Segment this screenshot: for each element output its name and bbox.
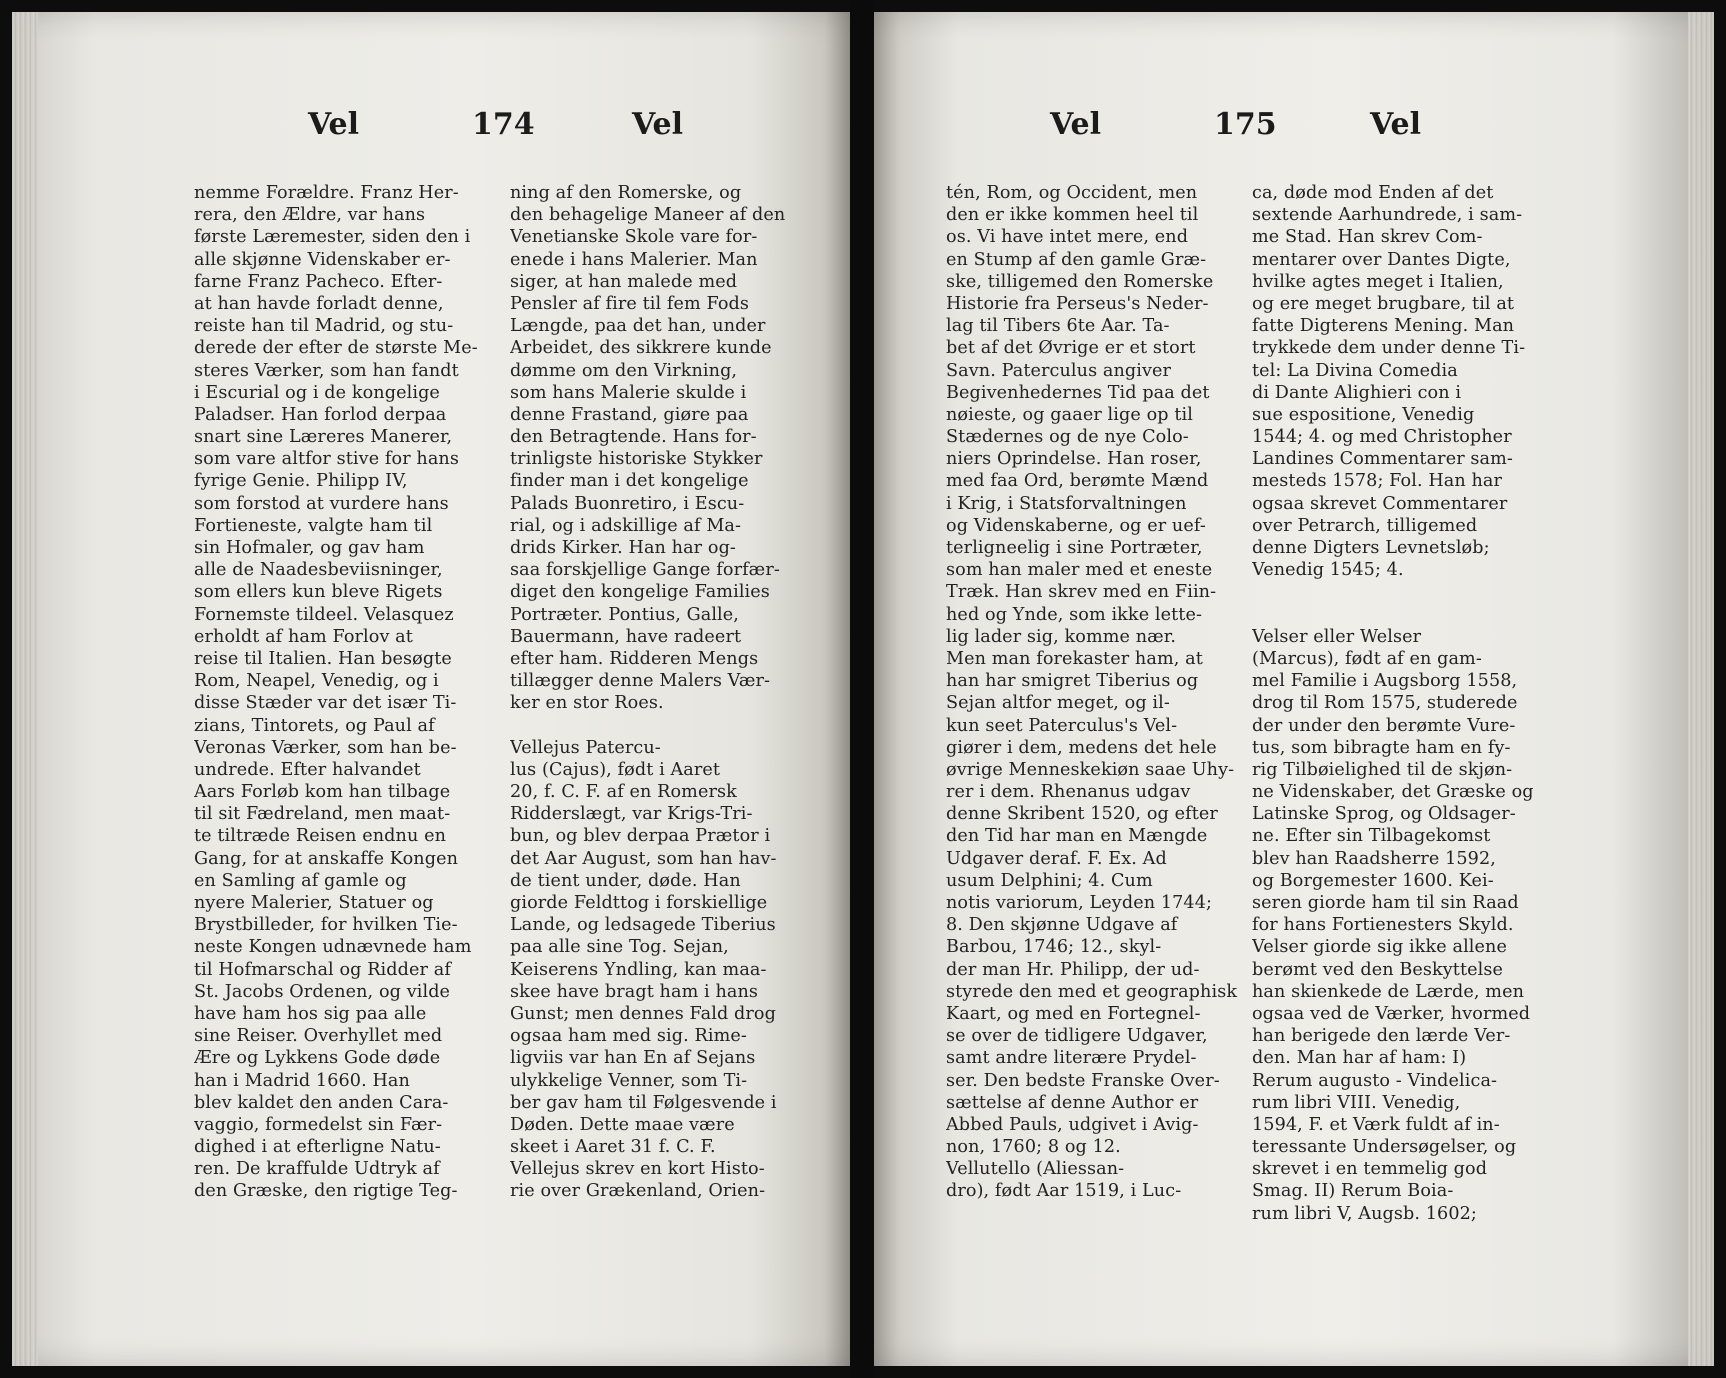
text-line: ren. De kraffulde Udtryk af (194, 1159, 440, 1180)
right-header-keyword-right: Vel (1370, 107, 1422, 142)
text-line: en Samling af gamle og (194, 870, 407, 891)
text-line: samt andre literære Prydel- (946, 1048, 1197, 1069)
text-line: steres Værker, som han fandt (194, 360, 459, 381)
text-line: ne Videnskaber, det Græske og (1252, 782, 1534, 803)
text-line: se over de tidligere Udgaver, (946, 1026, 1208, 1047)
text-line (1252, 604, 1552, 626)
text-line: dro), født Aar 1519, i Luc- (946, 1181, 1182, 1202)
text-line: Vellejus skrev en kort Histo- (510, 1159, 765, 1180)
text-line: tel: La Divina Comedia (1252, 360, 1458, 381)
text-line: lig lader sig, komme nær. (946, 626, 1177, 647)
text-line: mel Familie i Augsborg 1558, (1252, 671, 1518, 692)
text-line: Stædernes og de nye Colo- (946, 427, 1189, 448)
text-line: den behagelige Maneer af den (510, 205, 786, 226)
text-line: berømt ved den Beskyttelse (1252, 959, 1504, 980)
text-line: som ellers kun bleve Rigets (194, 582, 443, 603)
text-line: blev han Raadsherre 1592, (1252, 848, 1496, 869)
text-line: Venedig 1545; 4. (1252, 560, 1404, 581)
text-line: nemme Forældre. Franz Her- (194, 183, 459, 203)
text-line: lus (Cajus), født i Aaret (510, 759, 721, 780)
text-line: Sejan altfor meget, og il- (946, 693, 1170, 714)
text-line: non, 1760; 8 og 12. (946, 1137, 1121, 1158)
text-line: paa alle sine Tog. Sejan, (510, 937, 729, 958)
text-line: Døden. Dette maae være (510, 1114, 735, 1135)
text-line: denne Skribent 1520, og efter (946, 804, 1218, 825)
text-line: han i Madrid 1660. Han (194, 1070, 410, 1091)
text-line: giører i dem, medens det hele (946, 737, 1217, 758)
text-line: dighed i at efterligne Natu- (194, 1137, 441, 1158)
text-line: Fortieneste, valgte ham til (194, 515, 433, 536)
right-header-keyword-left: Vel (1050, 107, 1102, 142)
text-line: i Escurial og i de kongelige (194, 382, 440, 403)
text-line: seren giorde ham til sin Raad (1252, 893, 1519, 913)
text-line: vaggio, formedelst sin Fær- (194, 1114, 443, 1135)
text-line: den Betragtende. Hans for- (510, 427, 757, 448)
text-line: sættelse af denne Author er (946, 1092, 1199, 1113)
text-line: reise til Italien. Han besøgte (194, 648, 452, 669)
text-line: mesteds 1578; Fol. Han har (1252, 471, 1503, 492)
text-line: Velser eller Welser (1252, 626, 1422, 647)
text-line: Savn. Paterculus angiver (946, 360, 1172, 381)
text-line: og ere meget brugbare, til at (1252, 293, 1515, 314)
text-line: undrede. Efter halvandet (194, 759, 421, 780)
text-line: skeet i Aaret 31 f. C. F. (510, 1137, 716, 1158)
text-line: hvilke agtes meget i Italien, (1252, 271, 1504, 292)
text-line: Lande, og ledsagede Tiberius (510, 915, 776, 936)
text-line: terligneelig i sine Portræter, (946, 538, 1203, 558)
text-line: te tiltræde Reisen endnu en (194, 826, 447, 847)
text-line: enede i hans Malerier. Man (510, 249, 758, 270)
text-line: kun seet Paterculus's Vel- (946, 715, 1178, 736)
right-page-edges (1688, 12, 1714, 1366)
text-line: med faa Ord, berømte Mænd (946, 471, 1209, 492)
text-line: fatte Digterens Mening. Man (1252, 316, 1515, 337)
text-line: han berigede den lærde Ver- (1252, 1026, 1511, 1047)
text-line: og Borgemester 1600. Kei- (1252, 870, 1494, 891)
text-line: sin Hofmaler, og gav ham (194, 538, 425, 558)
text-line: der man Hr. Philipp, der ud- (946, 959, 1200, 980)
text-line: ca, døde mod Enden af det (1252, 183, 1494, 203)
text-line: Vellutello (Aliessan- (946, 1159, 1125, 1180)
text-line: farne Franz Pacheco. Efter- (194, 271, 443, 292)
text-line: Udgaver deraf. F. Ex. Ad (946, 848, 1167, 869)
text-line: rial, og i adskillige af Ma- (510, 515, 742, 536)
text-line: nøieste, og gaaer lige op til (946, 404, 1193, 425)
text-line: notis variorum, Leyden 1744; (946, 893, 1213, 913)
text-line: 1594, F. et Værk fuldt af in- (1252, 1114, 1500, 1135)
text-line: Aars Forløb kom han tilbage (194, 782, 451, 803)
text-line: sue espositione, Venedig (1252, 404, 1475, 425)
text-line: Gang, for at anskaffe Kongen (194, 848, 459, 869)
text-line: Begivenhedernes Tid paa det (946, 382, 1210, 403)
text-line: ser. Den bedste Franske Over- (946, 1070, 1220, 1091)
text-line: erholdt af ham Forlov at (194, 626, 413, 647)
text-line: tus, som bibragte ham en fy- (1252, 737, 1511, 758)
text-line: ulykkelige Venner, som Ti- (510, 1070, 748, 1091)
text-line: Veronas Værker, som han be- (194, 737, 457, 758)
right-page (874, 12, 1714, 1366)
text-line: denne Digters Levnetsløb; (1252, 538, 1490, 558)
left-page-number: 174 (472, 107, 535, 142)
text-line: diget den kongelige Families (510, 582, 770, 603)
text-line: giorde Feldttog i forskiellige (510, 893, 768, 913)
text-line: alle de Naadesbeviisninger, (194, 560, 443, 581)
text-line: drids Kirker. Han har og- (510, 538, 736, 558)
text-line: neste Kongen udnævnede ham (194, 937, 472, 958)
text-line: 8. Den skjønne Udgave af (946, 915, 1178, 936)
text-line: som han maler med et eneste (946, 560, 1213, 581)
text-line: den Græske, den rigtige Teg- (194, 1181, 458, 1202)
text-line: disse Stæder var det især Ti- (194, 693, 457, 714)
text-line (510, 715, 810, 737)
text-line: ogsaa ved de Værker, hvormed (1252, 1003, 1531, 1024)
book-gutter (850, 0, 874, 1378)
text-line: efter ham. Ridderen Mengs (510, 648, 759, 669)
text-line: Paladser. Han forlod derpaa (194, 404, 447, 425)
text-line: i Krig, i Statsforvaltningen (946, 493, 1187, 514)
text-line: Træk. Han skrev med en Fiin- (946, 582, 1217, 603)
text-line: første Læremester, siden den i (194, 227, 471, 248)
text-line: Barbou, 1746; 12., skyl- (946, 937, 1162, 958)
text-line: tillægger denne Malers Vær- (510, 671, 771, 692)
text-line (1252, 581, 1552, 603)
left-header-keyword-right: Vel (632, 107, 684, 142)
text-line: Kaart, og med en Fortegnel- (946, 1003, 1201, 1024)
text-line: Rerum augusto - Vindelica- (1252, 1070, 1498, 1091)
text-line: skrevet i en temmelig god (1252, 1159, 1488, 1180)
text-line: til Hofmarschal og Ridder af (194, 959, 451, 980)
text-line: som forstod at vurdere hans (194, 493, 449, 514)
text-line: os. Vi have intet mere, end (946, 227, 1189, 248)
text-line: Fornemste tildeel. Velasquez (194, 604, 454, 625)
text-line: dømme om den Virkning, (510, 360, 738, 381)
text-line: Historie fra Perseus's Neder- (946, 293, 1209, 314)
text-line: derede der efter de største Me- (194, 338, 478, 359)
text-line: me Stad. Han skrev Com- (1252, 227, 1483, 248)
text-line: Men man forekaster ham, at (946, 648, 1203, 669)
text-line: rig Tilbøielighed til de skjøn- (1252, 759, 1513, 780)
right-page-column-2 (1252, 182, 1552, 1225)
text-line: rum libri V, Augsb. 1602; (1252, 1203, 1477, 1224)
text-line: ber gav ham til Følgesvende i (510, 1092, 777, 1113)
text-line: have ham hos sig paa alle (194, 1003, 427, 1024)
text-line: 1544; 4. og med Christopher (1252, 427, 1512, 448)
text-line: bet af det Øvrige er et stort (946, 338, 1196, 359)
text-line: Bauermann, have radeert (510, 626, 742, 647)
text-line: der under den berømte Vure- (1252, 715, 1516, 736)
text-line: Keiserens Yndling, kan maa- (510, 959, 767, 980)
text-line: ning af den Romerske, og (510, 183, 742, 203)
text-line: denne Frastand, giøre paa (510, 404, 749, 425)
text-line: ne. Efter sin Tilbagekomst (1252, 826, 1491, 847)
text-line: blev kaldet den anden Cara- (194, 1092, 449, 1113)
text-line: ker en stor Roes. (510, 693, 664, 714)
left-header-keyword-left: Vel (308, 107, 360, 142)
text-line: han skienkede de Lærde, men (1252, 981, 1525, 1002)
text-line: bun, og blev derpaa Prætor i (510, 826, 771, 847)
text-line: skee have bragt ham i hans (510, 981, 759, 1002)
text-line: den Tid har man en Mængde (946, 826, 1208, 847)
text-line: Portræter. Pontius, Galle, (510, 604, 739, 625)
text-line: di Dante Alighieri con i (1252, 382, 1462, 403)
text-line: saa forskjellige Gange forfær- (510, 560, 780, 581)
text-line: Abbed Pauls, udgivet i Avig- (946, 1114, 1199, 1135)
text-line: trykkede dem under denne Ti- (1252, 338, 1526, 359)
right-page-number: 175 (1214, 107, 1277, 142)
text-line: Latinske Sprog, og Oldsager- (1252, 804, 1516, 825)
text-line: som vare altfor stive for hans (194, 449, 459, 470)
text-line: Venetianske Skole vare for- (510, 227, 758, 248)
text-line: Rom, Neapel, Venedig, og i (194, 671, 439, 692)
text-line: ske, tilligemed den Romerske (946, 271, 1214, 292)
text-line: teressante Undersøgelser, og (1252, 1137, 1517, 1158)
text-line: snart sine Læreres Manerer, (194, 427, 453, 448)
text-line: drog til Rom 1575, studerede (1252, 693, 1518, 714)
text-line: rum libri VIII. Venedig, (1252, 1092, 1461, 1113)
text-line: øvrige Menneskekiøn saae Uhy- (946, 759, 1235, 780)
text-line: trinligste historiske Stykker (510, 449, 763, 470)
text-line: zians, Tintorets, og Paul af (194, 715, 435, 736)
text-line: ogsaa ham med sig. Rime- (510, 1026, 747, 1047)
text-line: den er ikke kommen heel til (946, 205, 1199, 226)
text-line: niers Oprindelse. Han roser, (946, 449, 1202, 470)
left-page (12, 12, 850, 1366)
text-line: det Aar August, som han hav- (510, 848, 777, 869)
text-line: finder man i det kongelige (510, 471, 749, 492)
text-line: fyrige Genie. Philipp IV, (194, 471, 408, 492)
text-line: over Petrarch, tilligemed (1252, 515, 1478, 536)
left-page-edges (12, 12, 38, 1366)
text-line: som hans Malerie skulde i (510, 382, 747, 403)
text-line: den. Man har af ham: I) (1252, 1048, 1467, 1069)
text-line: Pensler af fire til fem Fods (510, 293, 750, 314)
text-line: Ære og Lykkens Gode døde (194, 1048, 441, 1069)
text-line: Længde, paa det han, under (510, 316, 766, 337)
text-line: sextende Aarhundrede, i sam- (1252, 205, 1523, 226)
text-line: Brystbilleder, for hvilken Tie- (194, 915, 458, 936)
text-line: Smag. II) Rerum Boia- (1252, 1181, 1454, 1202)
text-line: reiste han til Madrid, og stu- (194, 316, 454, 337)
text-line: for hans Fortienesters Skyld. (1252, 915, 1514, 936)
text-line: siger, at han malede med (510, 271, 738, 292)
left-page-column-2 (510, 182, 810, 1203)
text-line: ligviis var han En af Sejans (510, 1048, 756, 1069)
text-line: hed og Ynde, som ikke lette- (946, 604, 1203, 625)
text-line: Vellejus Patercu- (510, 737, 661, 758)
text-line: Velser giorde sig ikke allene (1252, 937, 1507, 958)
text-line: styrede den med et geographisk (946, 981, 1238, 1002)
text-line: nyere Malerier, Statuer og (194, 893, 434, 913)
text-line: mentarer over Dantes Digte, (1252, 249, 1511, 270)
text-line: 20, f. C. F. af en Romersk (510, 782, 737, 803)
text-line: Gunst; men dennes Fald drog (510, 1003, 776, 1024)
text-line: til sit Fædreland, men maat- (194, 804, 451, 825)
text-line: Landines Commentarer sam- (1252, 449, 1513, 470)
text-line: Palads Buonretiro, i Escu- (510, 493, 745, 514)
text-line: Ridderslægt, var Krigs-Tri- (510, 804, 753, 825)
text-line: rer i dem. Rhenanus udgav (946, 782, 1191, 803)
text-line: alle skjønne Videnskaber er- (194, 249, 451, 270)
text-line: ogsaa skrevet Commentarer (1252, 493, 1508, 514)
text-line: usum Delphini; 4. Cum (946, 870, 1153, 891)
text-line: sine Reiser. Overhyllet med (194, 1026, 443, 1047)
text-line: de tient under, døde. Han (510, 870, 741, 891)
text-line: rie over Grækenland, Orien- (510, 1181, 766, 1202)
text-line: tén, Rom, og Occident, men (946, 183, 1198, 203)
text-line: lag til Tibers 6te Aar. Ta- (946, 316, 1170, 337)
text-line: (Marcus), født af en gam- (1252, 648, 1482, 669)
text-line: en Stump af den gamle Græ- (946, 249, 1207, 270)
text-line: han har smigret Tiberius og (946, 671, 1199, 692)
left-page-column-1 (194, 182, 494, 1203)
text-line: og Videnskaberne, og er uef- (946, 515, 1206, 536)
text-line: St. Jacobs Ordenen, og vilde (194, 981, 451, 1002)
text-line: Arbeidet, des sikkrere kunde (510, 338, 772, 359)
right-page-column-1 (946, 182, 1246, 1203)
text-line: rera, den Ældre, var hans (194, 205, 426, 226)
text-line: at han havde forladt denne, (194, 293, 444, 314)
